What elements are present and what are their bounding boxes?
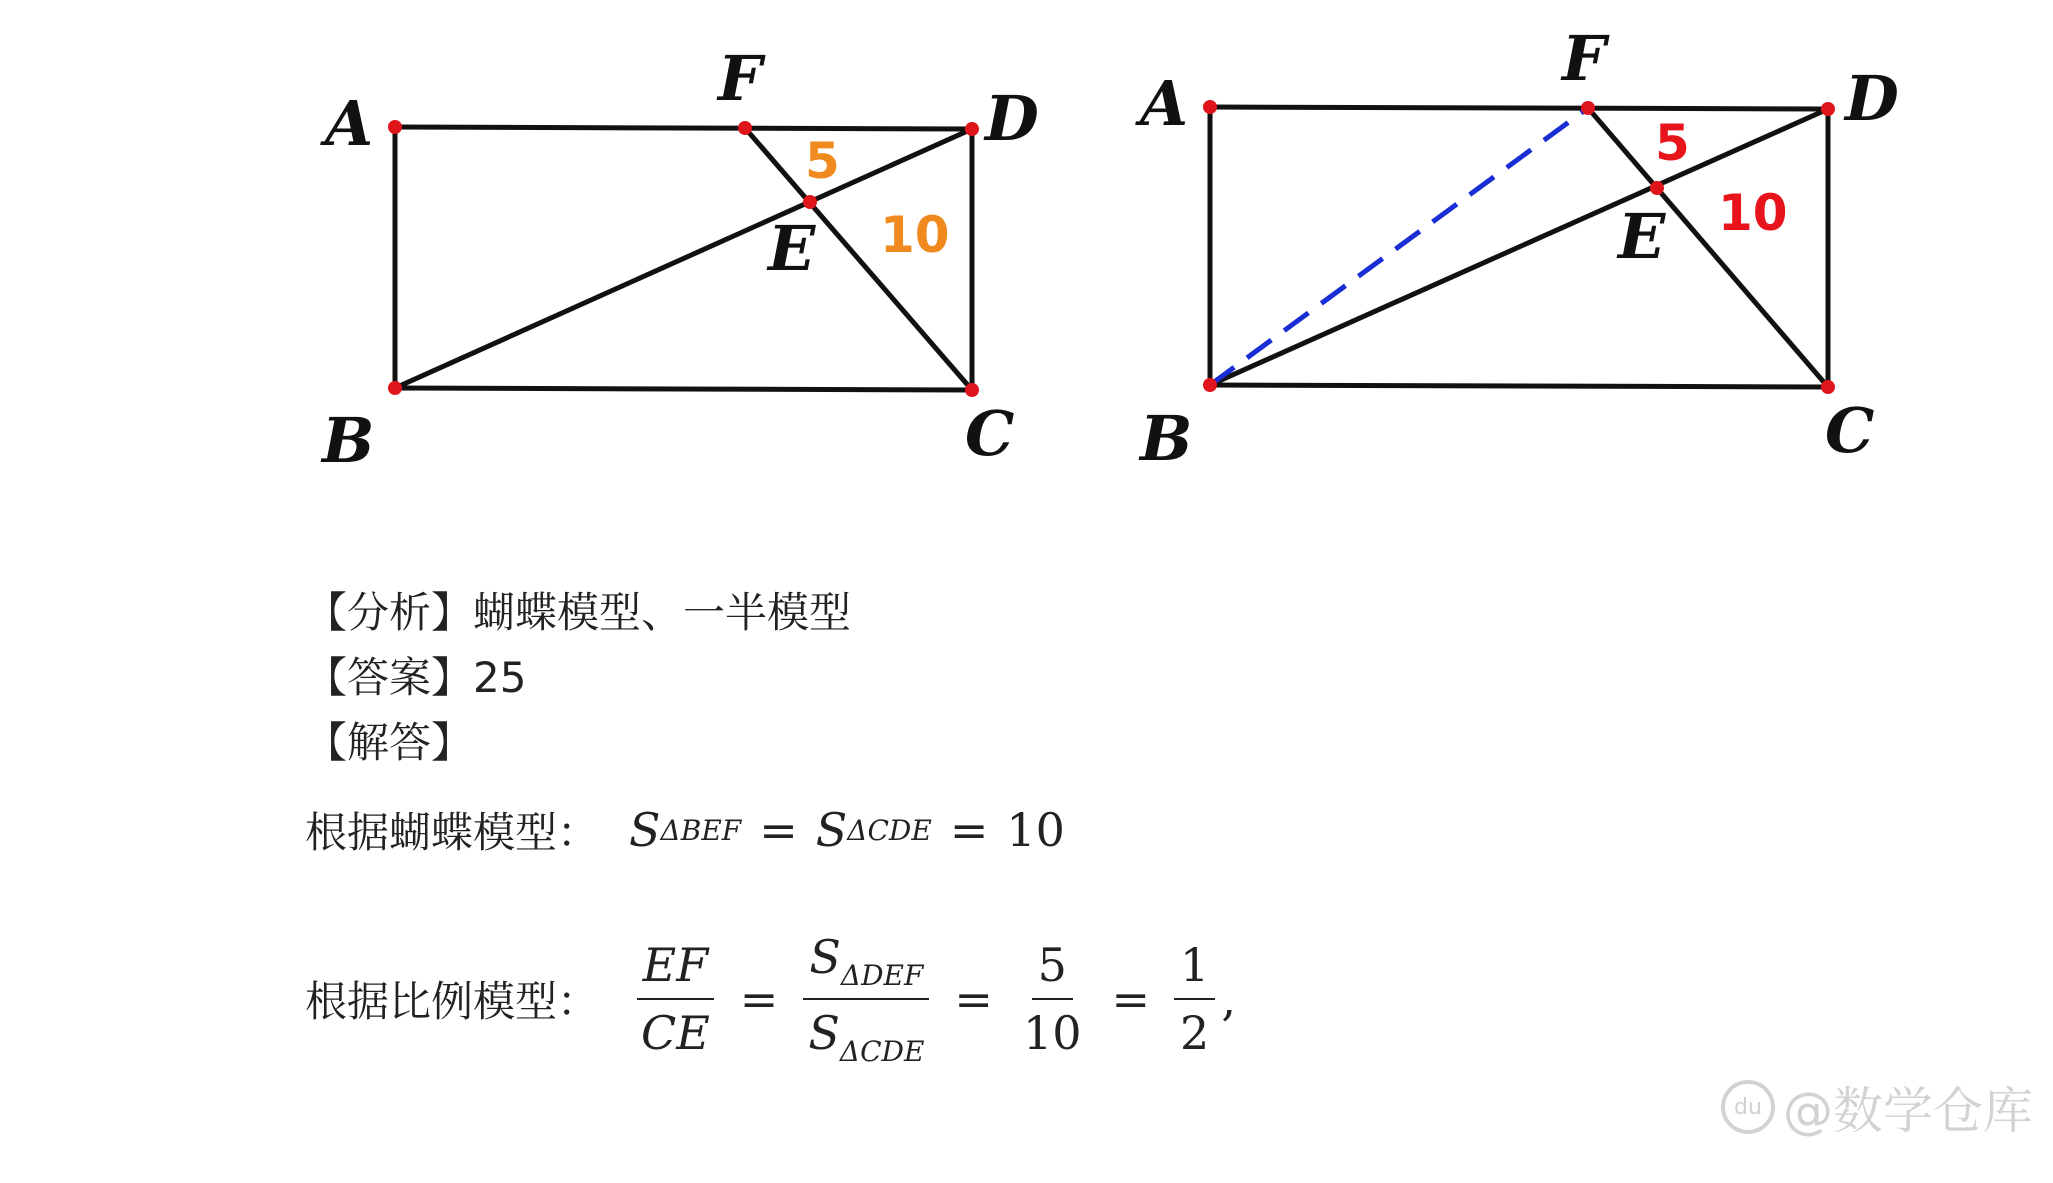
denominator-scde: $S_{\Delta CDE}$: [808, 1006, 925, 1068]
figure-left: [320, 42, 1039, 477]
answer-label: 【答案】: [305, 653, 474, 702]
edge-ad: [395, 127, 972, 129]
label-a: A: [325, 87, 374, 160]
watermark-text: @数学仓库: [1783, 1082, 2033, 1140]
point-e: [803, 195, 817, 209]
numerator-ef: EF: [637, 938, 715, 1000]
point-b: [1203, 378, 1217, 392]
analysis-text: 蝴蝶模型、一半模型: [473, 588, 852, 637]
label-f: F: [1562, 22, 1607, 95]
point-e: [1650, 181, 1664, 195]
point-f: [1581, 101, 1595, 115]
label-d: D: [1845, 62, 1899, 135]
point-b: [388, 381, 402, 395]
point-d: [1821, 102, 1835, 116]
analysis-label: 【分析】: [305, 588, 474, 637]
paw-icon: du: [1721, 1080, 1775, 1134]
area-label-right: 10: [1718, 184, 1788, 242]
answer-line: [305, 645, 526, 705]
numerator-1: 1: [1174, 938, 1215, 1000]
numerator-sdef: $S_{\Delta DEF}$: [803, 930, 929, 1000]
equals-sign: =: [949, 803, 989, 857]
figure-right: [1135, 22, 1899, 475]
label-d: D: [985, 82, 1039, 155]
formula-butterfly: [305, 800, 1065, 860]
label-b: B: [1140, 402, 1193, 475]
edge-bc: [1210, 385, 1828, 387]
label-a: A: [1140, 67, 1189, 140]
point-f: [738, 121, 752, 135]
point-a: [1203, 100, 1217, 114]
trailing-comma: ,: [1221, 972, 1236, 1026]
point-c: [1821, 380, 1835, 394]
solution-line: [305, 710, 473, 770]
fraction-1-2: [1174, 938, 1215, 1060]
area-symbol: S: [629, 803, 661, 857]
equals-sign: =: [1111, 972, 1151, 1026]
subscript-bef: ΔBEF: [660, 813, 742, 847]
edge-ad: [1210, 107, 1828, 109]
edge-bc: [395, 388, 972, 390]
analysis-line: [305, 580, 851, 640]
point-a: [388, 120, 402, 134]
denominator-10: 10: [1022, 1006, 1082, 1060]
equals-sign: =: [739, 972, 779, 1026]
formula1-result: 10: [1006, 803, 1065, 857]
solution-label: 【解答】: [305, 718, 474, 767]
fraction-ef-ce: [635, 938, 716, 1060]
denominator-2: 2: [1180, 1006, 1210, 1060]
label-e: E: [1618, 200, 1666, 273]
subscript-cde: ΔCDE: [847, 813, 932, 847]
point-c: [965, 383, 979, 397]
equals-sign: =: [954, 972, 993, 1026]
label-f: F: [718, 42, 763, 115]
label-e: E: [768, 212, 816, 285]
formula1-prefix: 根据蝴蝶模型：: [305, 808, 600, 857]
area-label-top: 5: [1655, 114, 1690, 172]
equals-sign: =: [759, 803, 798, 857]
dashed-segment-bf: [1210, 108, 1588, 385]
label-c: C: [1825, 394, 1875, 467]
label-b: B: [322, 404, 375, 477]
formula2-prefix: 根据比例模型：: [305, 977, 600, 1026]
fraction-5-10: [1017, 938, 1088, 1060]
denominator-ce: CE: [641, 1006, 710, 1060]
formula-ratio: [305, 930, 1236, 1068]
fraction-area-ratio: [802, 930, 930, 1068]
point-d: [965, 122, 979, 136]
area-label-right: 10: [880, 206, 950, 264]
diagonal-bd: [1210, 109, 1828, 385]
label-c: C: [965, 397, 1015, 470]
answer-value: 25: [473, 653, 527, 702]
area-symbol: S: [815, 803, 848, 857]
watermark: [1721, 1071, 2033, 1143]
numerator-5: 5: [1032, 938, 1073, 1000]
area-label-top: 5: [805, 132, 840, 190]
